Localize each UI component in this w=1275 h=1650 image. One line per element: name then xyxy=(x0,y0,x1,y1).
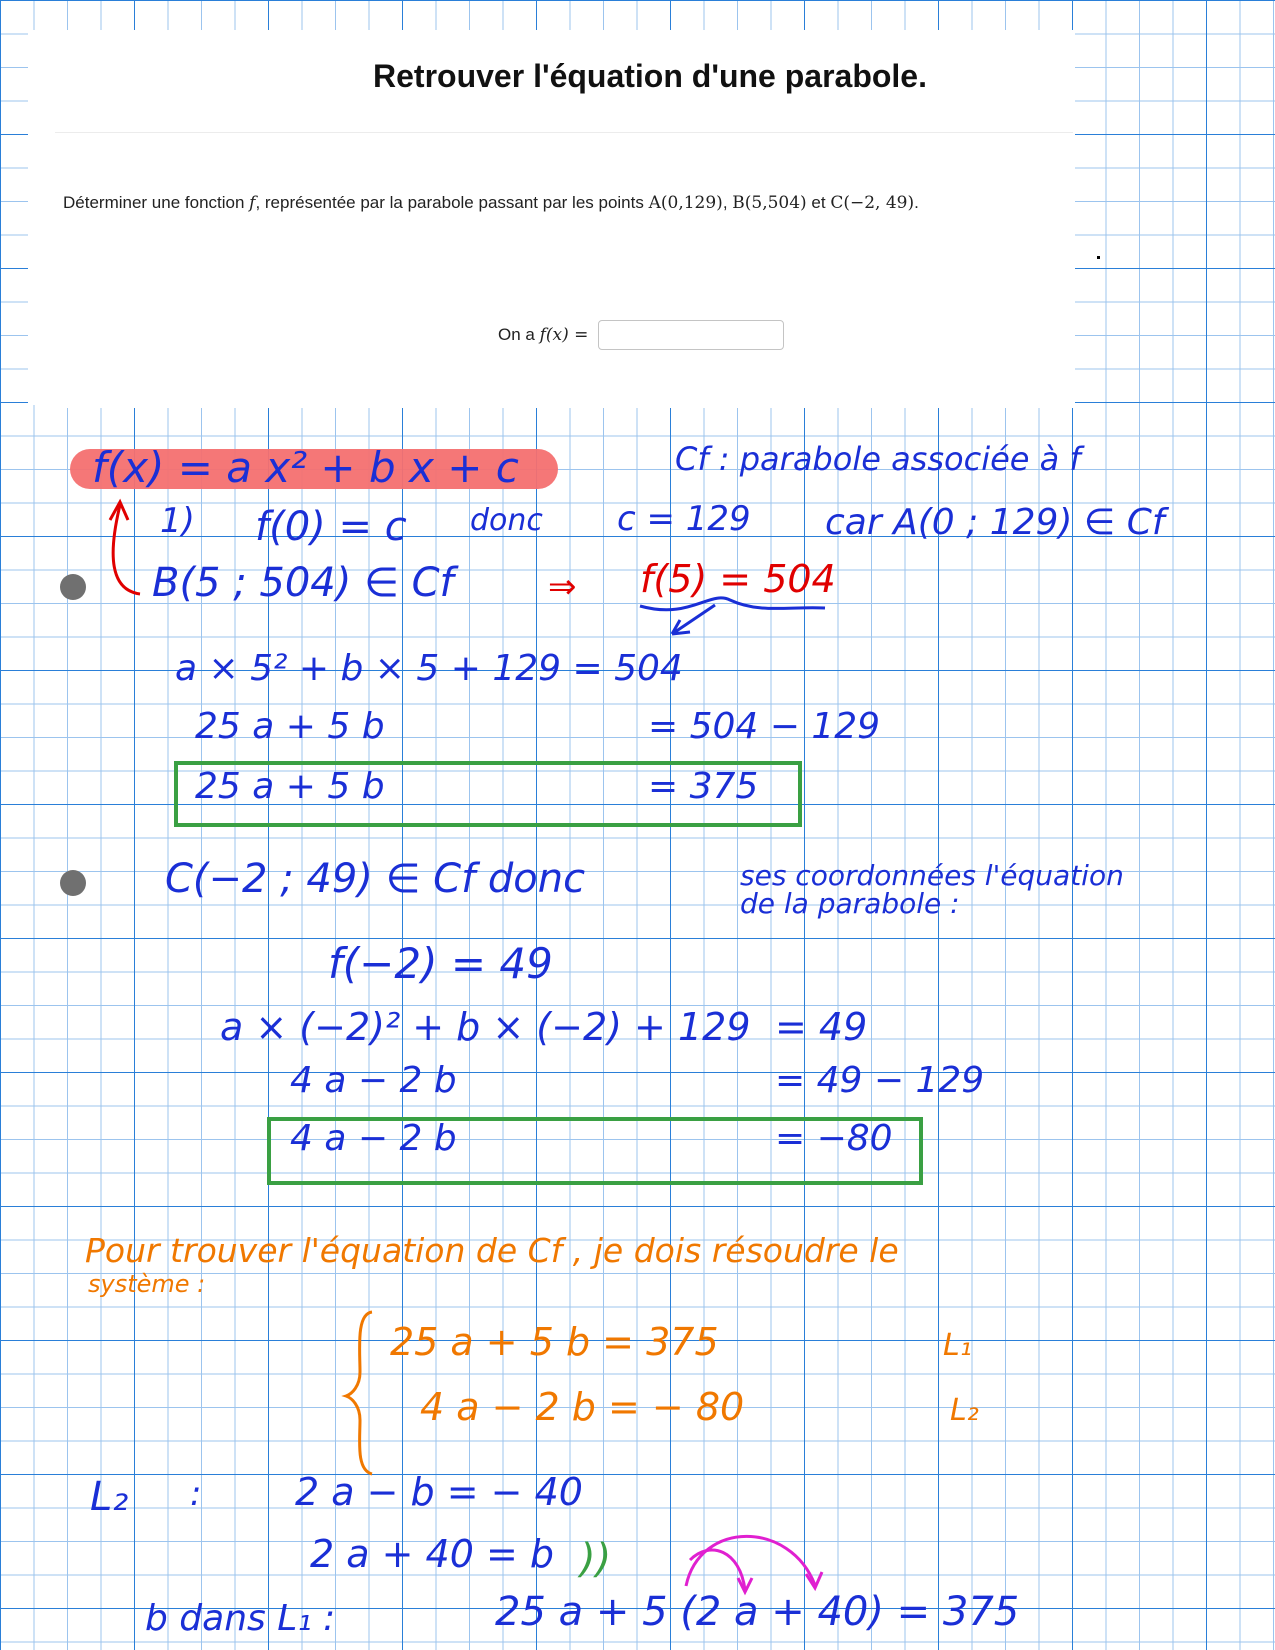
note-implies: ⇒ xyxy=(548,567,577,607)
note-l2-eq2: 2 a + 40 = b xyxy=(310,1532,555,1576)
note-c-coords: ses coordonnées l'équation xyxy=(740,859,1124,892)
bullet-dot xyxy=(60,574,86,600)
note-sub-eq: 25 a + 5 (2 a + 40) = 375 xyxy=(495,1589,1020,1635)
note-c-eq1-rhs: = 49 xyxy=(775,1005,868,1049)
statement-prefix: Déterminer une fonction xyxy=(63,193,250,212)
note-step1-eq: f(0) = c xyxy=(255,504,407,550)
note-l2-colon: : xyxy=(190,1474,202,1514)
note-system-tag2: L₂ xyxy=(950,1393,979,1428)
note-c-parabola: de la parabole : xyxy=(740,887,960,920)
note-c-in-cf: C(−2 ; 49) ∈ Cf donc xyxy=(165,856,586,902)
page-title: Retrouver l'équation d'une parabole. xyxy=(373,58,927,94)
system-brace xyxy=(346,1312,372,1474)
note-system-tag1: L₁ xyxy=(943,1328,972,1363)
note-orange-intro: Pour trouver l'équation de Cf , je dois résoudre le xyxy=(85,1231,899,1270)
note-c-eq2: 4 a − 2 b xyxy=(290,1060,457,1101)
note-b-eq3: 25 a + 5 b xyxy=(195,766,385,807)
note-cf-definition: Cf : parabole associée à f xyxy=(675,440,1081,478)
note-close-paren: )) xyxy=(580,1536,612,1582)
bullet-dot xyxy=(60,870,86,896)
point-a: A(0,129) xyxy=(648,193,723,213)
point-c: C(−2, 49) xyxy=(830,193,915,213)
note-c-eq2-rhs: = 49 − 129 xyxy=(775,1060,985,1101)
point-b: B(5,504) xyxy=(732,193,807,213)
note-c-eq1: a × (−2)² + b × (−2) + 129 xyxy=(220,1005,751,1049)
statement-end: . xyxy=(914,193,919,212)
problem-statement: Déterminer une fonction f, représentée par la parabole passant par les points A(0,129), B(5,504) et C(−2, 49). xyxy=(63,193,919,213)
note-l2-eq1: 2 a − b = − 40 xyxy=(295,1470,583,1514)
note-step1-c: c = 129 xyxy=(617,499,751,539)
note-c-eq3-rhs: = −80 xyxy=(775,1118,893,1159)
note-system-line1: 25 a + 5 b = 375 xyxy=(390,1320,719,1364)
function-symbol: f xyxy=(249,193,256,213)
substitution-arrow xyxy=(690,1550,745,1590)
note-b-eq2: 25 a + 5 b xyxy=(195,706,385,747)
note-step1-donc: donc xyxy=(470,503,543,538)
and-word: et xyxy=(806,193,831,212)
note-l2-label: L₂ xyxy=(90,1474,129,1520)
note-b-in-cf: B(5 ; 504) ∈ Cf xyxy=(152,560,454,606)
note-system-line2: 4 a − 2 b = − 80 xyxy=(420,1385,745,1429)
note-orange-system: système : xyxy=(88,1270,206,1298)
answer-label: On a f(x) = xyxy=(498,325,589,345)
note-b-eq3-rhs: = 375 xyxy=(648,766,759,807)
note-step1-label: 1) xyxy=(160,501,195,541)
note-f-minus2: f(−2) = 49 xyxy=(328,939,553,988)
statement-middle: , représentée par la parabole passant par les points xyxy=(255,193,649,212)
note-b-eq2-rhs: = 504 − 129 xyxy=(648,706,881,747)
note-sub-label: b dans L₁ : xyxy=(145,1598,336,1639)
note-step1-car: car A(0 ; 129) ∈ Cf xyxy=(825,502,1165,543)
note-b-eq1: a × 5² + b × 5 + 129 = 504 xyxy=(175,648,683,689)
note-f5: f(5) = 504 xyxy=(640,557,836,601)
note-c-eq3: 4 a − 2 b xyxy=(290,1118,457,1159)
note-fx-definition: f(x) = a x² + b x + c xyxy=(92,443,519,492)
